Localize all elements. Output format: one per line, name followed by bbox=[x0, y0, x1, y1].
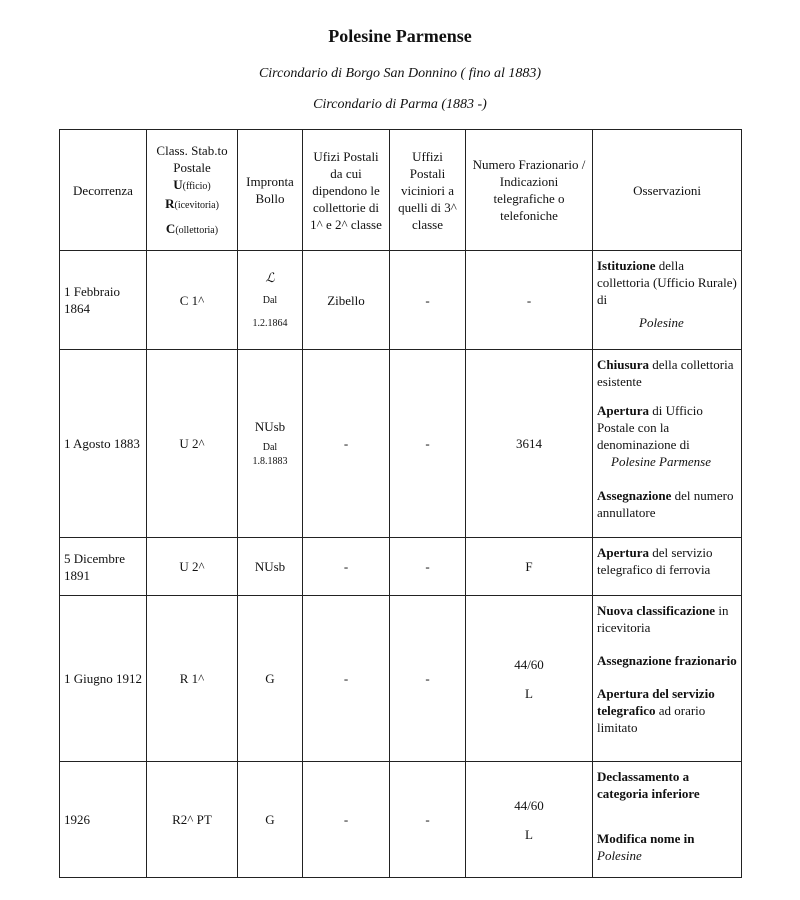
cell-decorrenza: 1 Giugno 1912 bbox=[60, 596, 147, 762]
cell-uffizi: - bbox=[390, 350, 466, 538]
header-uffizi: Uffizi Postali viciniori a quelli di 3^ classe bbox=[390, 130, 466, 251]
subtitle-circondario-borgo: Circondario di Borgo San Donnino ( fino al 1883) bbox=[258, 66, 542, 81]
obs-text: della collettoria esistente bbox=[597, 357, 734, 389]
postal-history-table bbox=[59, 129, 742, 878]
header-class-c: C bbox=[165, 220, 176, 236]
bollo-dal: Dal bbox=[262, 442, 278, 453]
cell-ufizi: - bbox=[303, 762, 390, 878]
cell-classe: U 2^ bbox=[147, 538, 238, 596]
obs-bold: Apertura del servizio telegrafico bbox=[597, 686, 715, 718]
obs-text: di Ufficio Postale con la denominazione di bbox=[597, 403, 703, 452]
bollo-symbol: ℒ bbox=[265, 269, 275, 285]
cell-osservazioni bbox=[593, 350, 742, 538]
cell-classe: R2^ PT bbox=[147, 762, 238, 878]
obs-text: del numero annullatore bbox=[597, 488, 734, 520]
cell-osservazioni bbox=[593, 596, 742, 762]
table-row bbox=[60, 251, 742, 350]
numero-letter: L bbox=[525, 826, 533, 842]
cell-osservazioni bbox=[593, 762, 742, 878]
obs-italic: Polesine bbox=[597, 848, 642, 863]
cell-classe: C 1^ bbox=[147, 251, 238, 350]
obs-text: ad orario limitato bbox=[597, 703, 706, 735]
obs-bold: Nuova classificazione bbox=[597, 603, 716, 618]
cell-osservazioni bbox=[593, 538, 742, 596]
cell-bollo bbox=[238, 251, 303, 350]
obs-italic: Polesine bbox=[639, 315, 684, 330]
table-row bbox=[60, 596, 742, 762]
cell-uffizi: - bbox=[390, 538, 466, 596]
obs-italic: Polesine Parmense bbox=[611, 454, 712, 469]
header-class-u: U bbox=[173, 176, 183, 192]
header-class bbox=[147, 130, 238, 251]
cell-uffizi: - bbox=[390, 251, 466, 350]
obs-bold: Chiusura bbox=[597, 357, 650, 372]
page-title: Polesine Parmense bbox=[328, 26, 472, 46]
table-row bbox=[60, 762, 742, 878]
numero-value: 44/60 bbox=[514, 656, 544, 672]
cell-uffizi: - bbox=[390, 762, 466, 878]
cell-bollo: G bbox=[238, 596, 303, 762]
bollo-dal: Dal bbox=[262, 294, 278, 306]
header-class-line1: Class. Stab.to bbox=[156, 142, 228, 158]
cell-classe: U 2^ bbox=[147, 350, 238, 538]
header-numero: Numero Frazionario / Indicazioni telegrafiche o telefoniche bbox=[466, 130, 593, 251]
cell-bollo bbox=[238, 350, 303, 538]
header-decorrenza: Decorrenza bbox=[60, 130, 147, 251]
subtitle-circondario-parma: Circondario di Parma (1883 -) bbox=[313, 97, 487, 112]
bollo-type: NUsb bbox=[254, 419, 286, 434]
obs-text: del servizio telegrafico di ferrovia bbox=[597, 545, 713, 577]
header-class-r-rest: (icevitoria) bbox=[174, 199, 219, 211]
cell-decorrenza: 1926 bbox=[60, 762, 147, 878]
obs-bold: Apertura bbox=[597, 403, 649, 418]
obs-bold: Modifica nome in bbox=[597, 831, 695, 846]
header-impronta: Impronta Bollo bbox=[238, 130, 303, 251]
cell-numero: 3614 bbox=[466, 350, 593, 538]
cell-numero bbox=[466, 762, 593, 878]
obs-bold: Assegnazione bbox=[597, 488, 672, 503]
cell-osservazioni bbox=[593, 251, 742, 350]
obs-bold: Declassamento a categoria inferiore bbox=[597, 769, 700, 801]
cell-decorrenza: 5 Dicembre 1891 bbox=[60, 538, 147, 596]
cell-decorrenza: 1 Febbraio 1864 bbox=[60, 251, 147, 350]
obs-text: della collettoria (Ufficio Rurale) di bbox=[597, 258, 737, 307]
cell-numero: - bbox=[466, 251, 593, 350]
header-class-line2: Postale bbox=[173, 159, 211, 175]
numero-value: 44/60 bbox=[514, 797, 544, 813]
cell-ufizi: Zibello bbox=[303, 251, 390, 350]
table-row bbox=[60, 350, 742, 538]
header-class-u-rest: (fficio) bbox=[182, 180, 211, 192]
obs-bold: Istituzione bbox=[597, 258, 656, 273]
bollo-date: 1.2.1864 bbox=[252, 317, 288, 329]
obs-text: in ricevitoria bbox=[597, 603, 729, 635]
header-class-c-rest: (ollettoria) bbox=[175, 224, 219, 236]
cell-numero bbox=[466, 596, 593, 762]
obs-bold: Apertura bbox=[597, 545, 649, 560]
cell-ufizi: - bbox=[303, 350, 390, 538]
obs-bold: Assegnazione frazionario bbox=[597, 653, 737, 668]
cell-ufizi: - bbox=[303, 596, 390, 762]
cell-ufizi: - bbox=[303, 538, 390, 596]
numero-letter: L bbox=[525, 685, 533, 701]
cell-bollo: NUsb bbox=[238, 538, 303, 596]
table-row bbox=[60, 538, 742, 596]
cell-decorrenza: 1 Agosto 1883 bbox=[60, 350, 147, 538]
cell-uffizi: - bbox=[390, 596, 466, 762]
header-osservazioni: Osservazioni bbox=[593, 130, 742, 251]
bollo-date: 1.8.1883 bbox=[252, 456, 288, 467]
cell-bollo: G bbox=[238, 762, 303, 878]
header-ufizi: Ufizi Postali da cui dipendono le collettorie di 1^ e 2^ classe bbox=[303, 130, 390, 251]
cell-numero: F bbox=[466, 538, 593, 596]
cell-classe: R 1^ bbox=[147, 596, 238, 762]
header-row bbox=[60, 130, 742, 251]
header-class-r: R bbox=[165, 195, 175, 211]
